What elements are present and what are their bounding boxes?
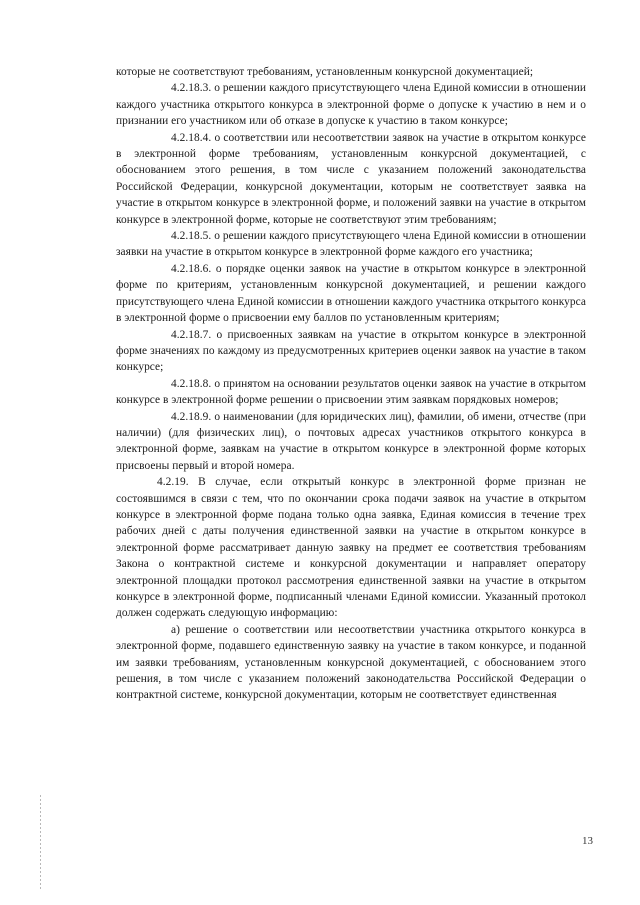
scan-margin-mark (40, 795, 41, 890)
page-number: 13 (582, 835, 593, 847)
paragraph-4-2-19: 4.2.19. В случае, если открытый конкурс в электронной форме признан не состоявшимся в связи с тем, что по окончании срока подачи заявок на участие в открытом конкурсе в электронной форме подана только одна заявка, Единая комиссия в течение трех рабочих дней с даты получения единственной заявки на участие в открытом конкурсе в электронной форме рассматривает данную заявку на предмет ее соответствия требованиям Закона о контрактной системе и конкурсной документации и направляет оператору электронной площадки протокол рассмотрения единственной заявки на участие в открытом конкурсе в электронной форме, подписанный членами Единой комиссии. Указанный протокол должен содержать следующую информацию: (116, 476, 586, 620)
paragraph-4-2-18-8: 4.2.18.8. о принятом на основании результатов оценки заявок на участие в открытом конкурсе в электронной форме решении о присвоении этим заявкам порядковых номеров; (116, 377, 586, 407)
body-text (116, 64, 586, 704)
paragraph-continuation: которые не соответствуют требованиям, установленным конкурсной документацией; (116, 66, 534, 78)
paragraph-item-a: а) решение о соответствии или несоответствии участника открытого конкурса в электронной форме, подавшего единственную заявку на участие в таком конкурсе, и поданной им заявки требованиям, установленным конкурсной документацией, с обоснованием этого решения, в том числе с указанием положений законодательства Российской Федерации о контрактной системе, конкурсной документации, которым не соответствует единственная (116, 623, 586, 702)
paragraph-4-2-18-9: 4.2.18.9. о наименовании (для юридических лиц), фамилии, об имени, отчестве (при наличии) (для физических лиц), о почтовых адресах участников открытого конкурса в электронной форме, заявкам на участие в открытом конкурсе в электронной форме которых присвоены первый и второй номера. (116, 410, 586, 472)
paragraph-4-2-18-3: 4.2.18.3. о решении каждого присутствующего члена Единой комиссии в отношении каждого участника открытого конкурса в электронной форме о допуске к участию в нем и о признании его участником или об отказе в допуске к участию в таком конкурсе; (116, 82, 586, 128)
paragraph-4-2-18-5: 4.2.18.5. о решении каждого присутствующего члена Единой комиссии в отношении заявки на участие в открытом конкурсе в электронной форме каждого его участника; (116, 230, 586, 259)
paragraph-4-2-18-6: 4.2.18.6. о порядке оценки заявок на участие в открытом конкурсе в электронной форме по критериям, установленным конкурсной документацией, и решении каждого присутствующего члена Единой комиссии в отношении каждого участника открытого конкурса в электронной форме о присвоении ему баллов по установленным критериям; (116, 262, 586, 325)
paragraph-4-2-18-4: 4.2.18.4. о соответствии или несоответствии заявок на участие в открытом конкурсе в электронной форме требованиям, установленным конкурсной документацией, с обоснованием этого решения, в том числе с указанием положений законодательства Российской Федерации, конкурсной документации, которым не соответствует заявка на участие в открытом конкурсе в электронной форме, и положений заявки на участие в открытом конкурсе в электронной форме, которые не соответствуют этим требованиям; (116, 131, 586, 226)
paragraph-4-2-18-7: 4.2.18.7. о присвоенных заявкам на участие в открытом конкурсе в электронной форме значениях по каждому из предусмотренных критериев оценки заявок на участие в таком конкурсе; (116, 328, 586, 374)
